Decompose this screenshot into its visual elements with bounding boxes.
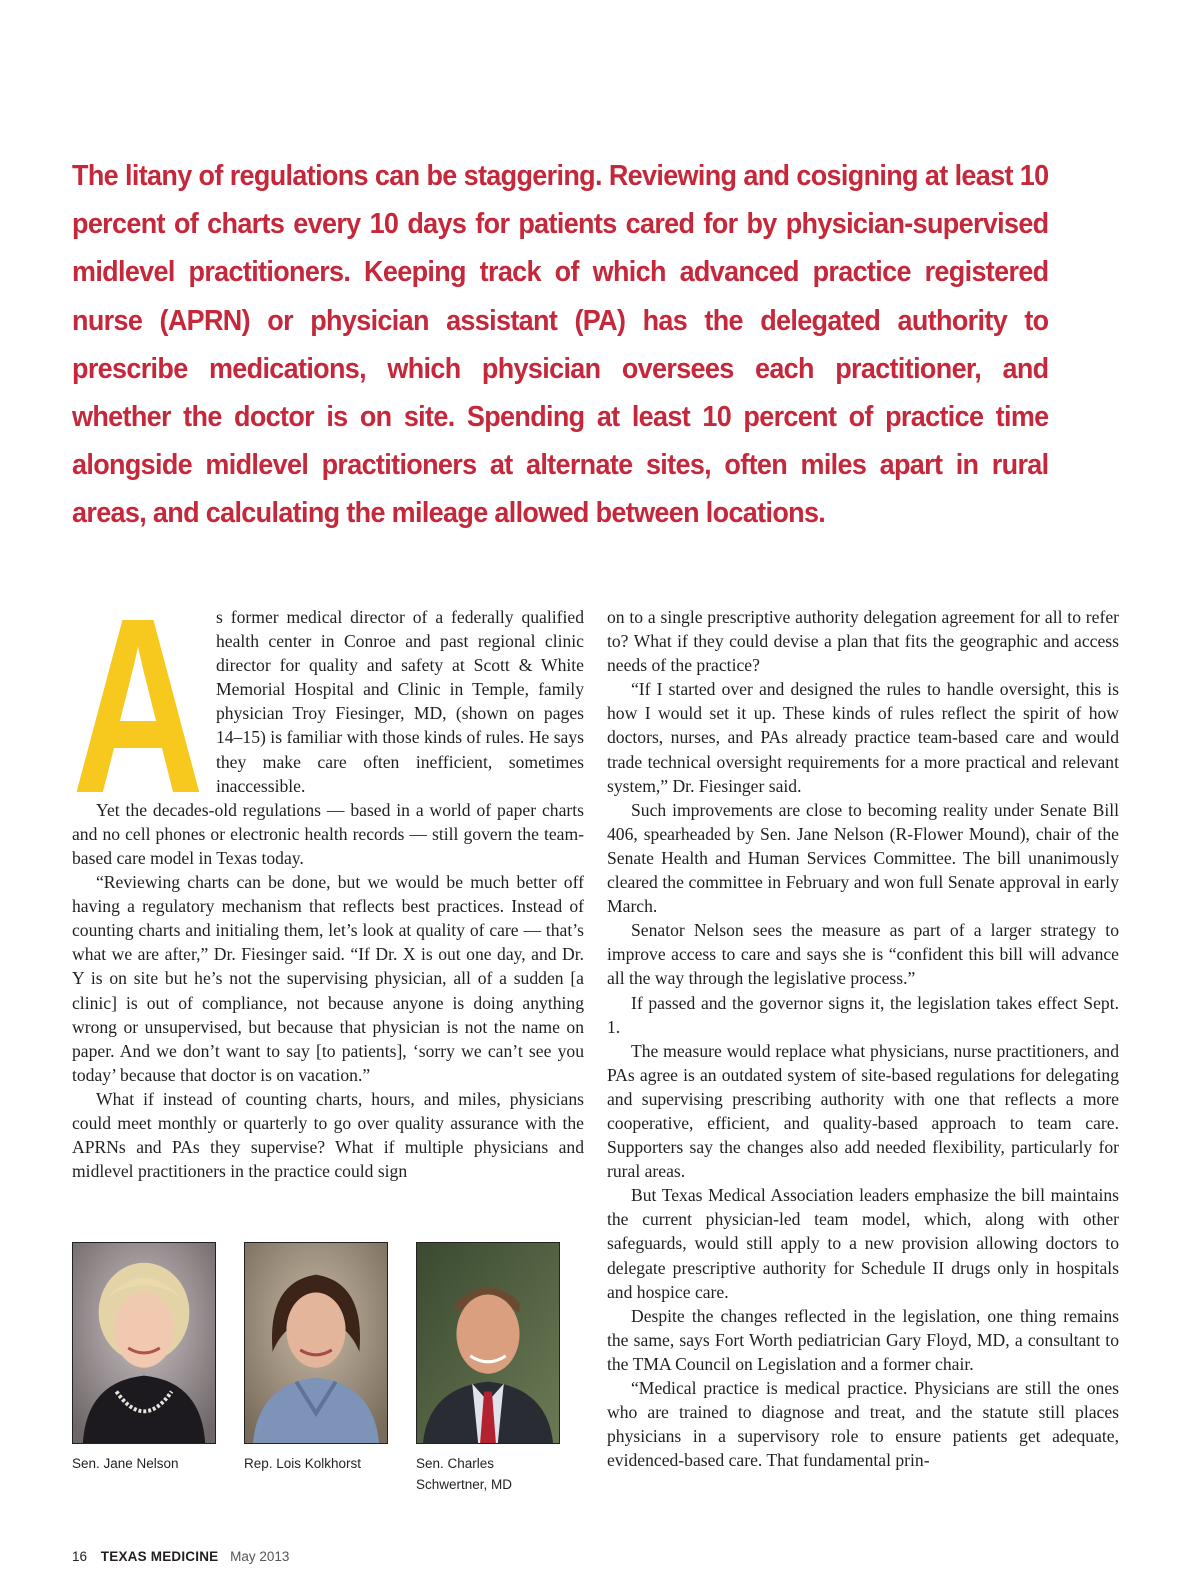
- paragraph: What if instead of counting charts, hours, and miles, physicians could meet monthly or quarterly to go over quality assurance with the APRNs and PAs they supervise? What if multiple physicians and midlevel practitioners in the practice could sign: [72, 1088, 584, 1182]
- portrait-photo-charles-schwertner: [416, 1242, 560, 1444]
- photo-caption: [416, 1453, 512, 1495]
- article-column-left: [72, 605, 584, 1183]
- photo-caption: [72, 1453, 179, 1474]
- magazine-name: TEXAS MEDICINE: [100, 1549, 219, 1564]
- paragraph: If passed and the governor signs it, the legislation takes effect Sept. 1.: [607, 992, 1119, 1037]
- paragraph: on to a single prescriptive authority delegation agreement for all to refer to? What if they could devise a plan that fits the geographic and access needs of the practice?: [607, 607, 1119, 676]
- portrait-photo-jane-nelson: [72, 1242, 216, 1444]
- page-number: 16: [72, 1549, 88, 1564]
- caption-line: Sen. Charles: [416, 1456, 495, 1471]
- paragraph: Senator Nelson sees the measure as part of a larger strategy to improve access to care and says she is “confident this bill will advance all the way through the legislative process.”: [607, 920, 1119, 989]
- paragraph: “If I started over and designed the rules to handle oversight, this is how I would set it up. These kinds of rules reflect the spirit of how doctors, nurses, and PAs already practice team-based care and would trade technical oversight requirements for a more practical and relevant system,” Dr. Fiesinger said.: [607, 679, 1119, 796]
- paragraph: But Texas Medical Association leaders emphasize the bill maintains the current physician-led team model, which, along with other safeguards, would still apply to a new provision allowing doctors to delegate prescriptive authority for Schedule II drugs only in hospitals and hospice care.: [607, 1185, 1119, 1302]
- pull-quote: The litany of regulations can be staggering. Reviewing and cosigning at least 10 percent of charts every 10 days for patients cared for by physician-supervised midlevel practitioners. Keeping track of which advanced practice registered nurse (APRN) or physician assistant (PA) has the delegated authority to prescribe medications, which physician oversees each practitioner, and whether the doctor is on site. Spending at least 10 percent of practice time alongside midlevel practitioners at alternate sites, often miles apart in rural areas, and calculating the mileage allowed between locations.: [72, 160, 1049, 530]
- portrait-image: [73, 1243, 215, 1443]
- caption-line: Schwertner, MD: [416, 1477, 513, 1492]
- drop-cap-letter: [72, 610, 204, 792]
- issue-date: May 2013: [230, 1549, 290, 1564]
- portrait-image: [245, 1243, 387, 1443]
- paragraph: s former medical director of a federally qualified health center in Conroe and past regional clinic director for quality and safety at Scott & White Memorial Hospital and Clinic in Temple, family physician Troy Fiesinger, MD, (shown on pages 14–15) is familiar with those kinds of rules. He says they make care often inefficient, sometimes inaccessible.: [216, 607, 584, 796]
- paragraph: The measure would replace what physicians, nurse practitioners, and PAs agree is an outdated system of site-based regulations for delegating and supervising prescribing authority with one that reflects a more cooperative, efficient, and quality-based approach to team care. Supporters say the changes also add needed flexibility, particularly for rural areas.: [607, 1040, 1119, 1182]
- drop-cap-glyph: A: [72, 610, 204, 792]
- photo-caption: [244, 1453, 361, 1474]
- paragraph: Yet the decades-old regulations — based in a world of paper charts and no cell phones or electronic health records — still govern the team-based care model in Texas today.: [72, 799, 584, 868]
- paragraph: “Reviewing charts can be done, but we would be much better off having a regulatory mechanism that reflects best practices. Instead of counting charts and initialing them, let’s look at quality of care — that’s what we are after,” Dr. Fiesinger said. “If Dr. X is out one day, and Dr. Y is on site but he’s not the supervising physician, all of a sudden [a clinic] is out of compliance, not because anyone is doing anything wrong or unsupervised, but because that physician is not the name on paper. And we don’t want to say [to patients], ‘sorry we can’t see you today’ because that doctor is on vacation.”: [72, 872, 584, 1085]
- article-column-right: [607, 605, 1119, 1472]
- caption-line: Rep. Lois Kolkhorst: [244, 1456, 362, 1471]
- paragraph: “Medical practice is medical practice. Physicians are still the ones who are trained to diagnose and treat, and the statute still places physicians in a supervisory role to ensure patients get adequate, evidenced-based care. That fundamental prin-: [607, 1378, 1119, 1471]
- page-footer: [72, 1549, 289, 1564]
- portrait-photo-lois-kolkhorst: [244, 1242, 388, 1444]
- portrait-image: [417, 1243, 559, 1443]
- caption-line: Sen. Jane Nelson: [72, 1456, 179, 1471]
- paragraph: Despite the changes reflected in the legislation, one thing remains the same, says Fort Worth pediatrician Gary Floyd, MD, a consultant to the TMA Council on Legislation and a former chair.: [607, 1305, 1119, 1374]
- paragraph: Such improvements are close to becoming reality under Senate Bill 406, spearheaded by Sen. Jane Nelson (R-Flower Mound), chair of the Senate Health and Human Services Committee. The bill unanimously cleared the committee in February and won full Senate approval in early March.: [607, 799, 1119, 917]
